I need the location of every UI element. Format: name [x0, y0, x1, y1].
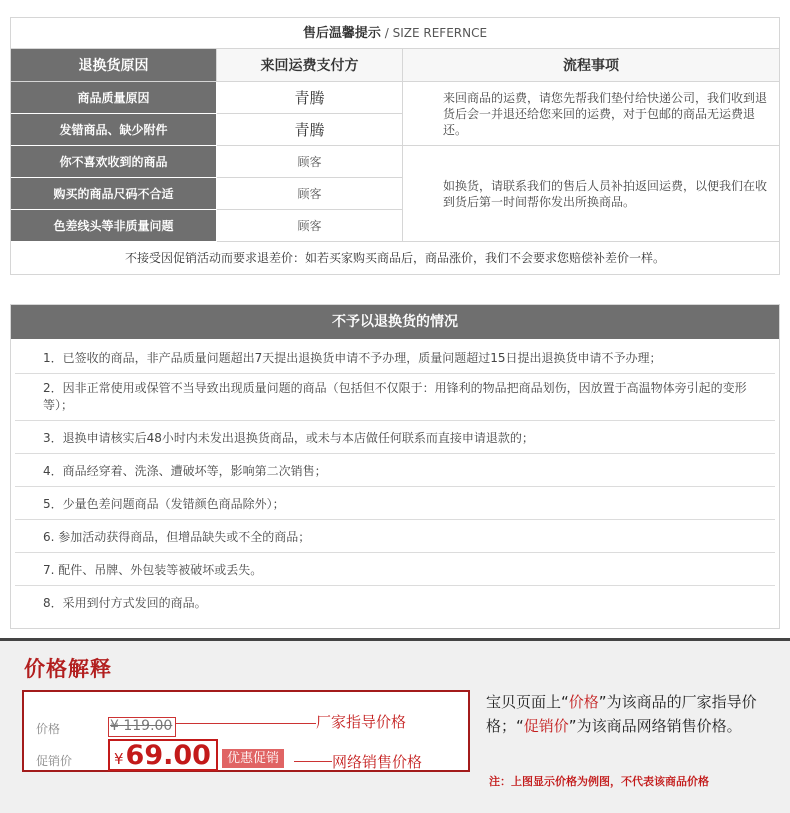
price-disclaimer: 注：上图显示价格为例图，不代表该商品价格	[489, 775, 709, 788]
nonreturn-panel	[10, 304, 780, 629]
list-item: 7. 配件、吊牌、外包装等被破坏或丢失。	[15, 553, 775, 586]
list-item: 6. 参加活动获得商品，但增品缺失或不全的商品；	[15, 520, 775, 553]
online-price-label: 网络销售价格	[332, 753, 423, 771]
table-row-payer: 顾客	[217, 210, 403, 242]
table-row-payer: 顾客	[217, 146, 403, 178]
original-price: ¥ 119.00	[110, 718, 173, 734]
table-row-payer: 青腾	[217, 114, 403, 146]
aftersales-title-cn: 售后温馨提示	[302, 26, 381, 41]
list-item: 1．已签收的商品，非产品质量问题超出7天提出退换货申请不予办理，质量问题超过15日提出退换货申请不予办理；	[15, 341, 775, 374]
price-title: 价格解释	[24, 657, 112, 681]
nonreturn-title: 不予以退换货的情况	[11, 305, 779, 339]
process-text-1: 来回商品的运费，请您先帮我们垫付给快递公司，我们收到退货后会一并退还给您来回的运费，对于包邮的商品无运费退还。	[403, 82, 779, 146]
price-explanation-text	[486, 690, 776, 738]
header-payer: 来回运费支付方	[217, 49, 403, 82]
sale-price-currency: ¥	[114, 750, 124, 768]
connector-line-online	[294, 761, 332, 762]
list-item: 2．因非正常使用或保管不当导致出现质量问题的商品（包括但不仅限于：用锋利的物品把商品划伤，因放置于高温物体旁引起的变形等）；	[15, 374, 775, 421]
table-row-reason: 色差线头等非质量问题	[11, 210, 217, 242]
table-row-payer: 顾客	[217, 178, 403, 210]
table-row-reason: 购买的商品尺码不合适	[11, 178, 217, 210]
table-row-reason: 商品质量原因	[11, 82, 217, 114]
price-explanation-panel	[0, 638, 790, 813]
explain-highlight: 价格	[568, 693, 599, 711]
table-row-reason: 你不喜欢收到的商品	[11, 146, 217, 178]
header-process: 流程事项	[403, 49, 779, 82]
list-item: 8．采用到付方式发回的商品。	[43, 596, 207, 610]
explain-part: ”为该商品的厂家指导价格；“	[486, 693, 757, 735]
sale-price-label: 促销价	[36, 754, 73, 768]
connector-line-factory	[176, 723, 316, 724]
explain-part: 宝贝页面上“	[486, 693, 569, 711]
price-label: 价格	[36, 722, 61, 736]
header-reason: 退换货原因	[11, 49, 217, 82]
nonreturn-list	[11, 339, 779, 619]
original-price-highlight	[108, 717, 176, 737]
sale-price-amount: 69.00	[125, 740, 211, 771]
aftersales-title-en: / SIZE REFERNCE	[380, 26, 488, 40]
factory-price-label: 厂家指导价格	[316, 713, 407, 731]
price-difference-note: 不接受因促销活动而要求退差价：如若买家购买商品后，商品涨价，我们不会要求您赔偿补差价一样。	[124, 251, 665, 265]
list-item: 3．退换申请核实后48小时内未发出退换货商品，或未与本店做任何联系而直接申请退款的；	[15, 421, 775, 454]
explain-part: ”为该商品网络销售价格。	[568, 717, 742, 735]
process-text-2: 如换货，请联系我们的售后人员补拍返回运费，以便我们在收到货后第一时间帮你发出所换商品。	[403, 146, 779, 242]
list-item: 5．少量色差问题商品（发错颜色商品除外）；	[15, 487, 775, 520]
aftersales-title	[11, 18, 779, 49]
price-example-box	[22, 690, 470, 772]
explain-highlight: 促销价	[523, 717, 569, 735]
table-row-reason: 发错商品、缺少附件	[11, 114, 217, 146]
aftersales-table	[11, 49, 779, 242]
aftersales-panel	[10, 17, 780, 275]
list-item: 4．商品经穿着、洗涤、遭破坏等，影响第二次销售；	[15, 454, 775, 487]
promo-tag: 优惠促销	[222, 749, 284, 768]
sale-price	[114, 740, 211, 771]
table-row-payer: 青腾	[217, 82, 403, 114]
